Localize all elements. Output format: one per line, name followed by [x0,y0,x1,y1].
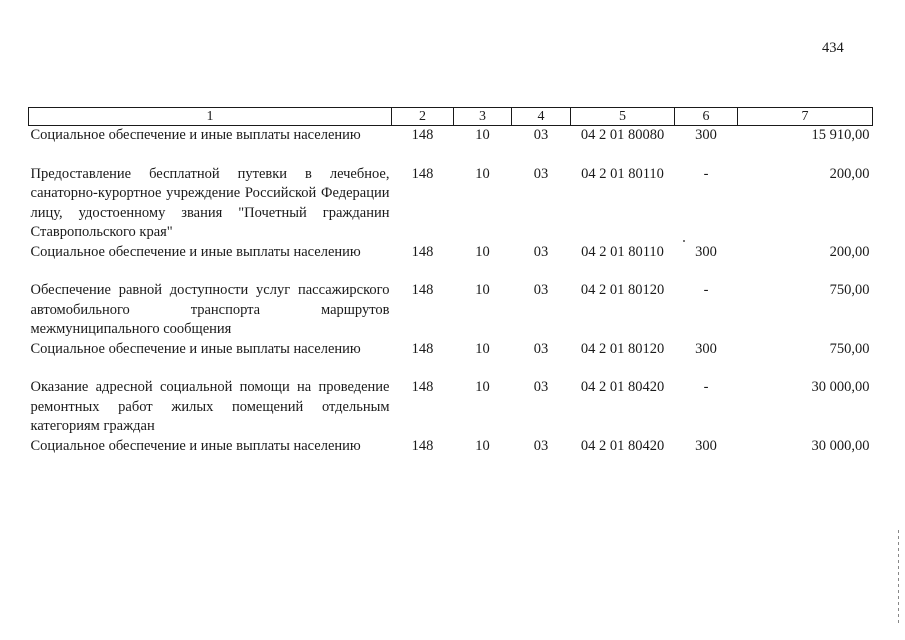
header-col-1: 1 [29,108,392,126]
row-subsection: 03 [533,379,549,395]
row-admin-code: 148 [411,282,434,298]
row-amount: 750,00 [829,340,870,357]
row-subsection: 03 [533,127,549,143]
row-amount: 750,00 [829,282,870,298]
header-col-2: 2 [392,108,454,126]
row-section: 10 [475,127,490,143]
row-name: Оказание адресной социальной помощи на проведение ремонтных работ жилых помещений отдельным категориям граждан [30,379,390,434]
row-admin-code: 148 [411,340,434,357]
table-row [29,281,873,340]
table-row [29,378,873,437]
table-row [29,340,873,360]
row-section: 10 [475,340,490,357]
header-col-4: 4 [512,108,571,126]
row-name: Обеспечение равной доступности услуг пассажирского автомобильного транспорта маршрутов межмуниципального сообщения [30,282,390,337]
row-target-code: 04 2 01 80120 [580,340,665,357]
row-section: 10 [475,282,490,298]
row-expense-type: - [703,379,709,395]
row-spacer [29,146,873,165]
header-col-5: 5 [571,108,675,126]
row-spacer [29,359,873,378]
row-target-code: 04 2 01 80080 [580,127,665,143]
row-target-code: 04 2 01 80110 [581,165,664,182]
row-amount: 200,00 [829,243,870,260]
row-amount: 30 000,00 [811,437,870,454]
table-row [29,437,873,457]
row-name: Социальное обеспечение и иные выплаты населению [30,437,361,454]
row-admin-code: 148 [411,379,434,395]
header-col-7: 7 [738,108,873,126]
budget-table [28,107,873,456]
row-section: 10 [475,165,490,182]
row-section: 10 [475,243,490,260]
row-spacer [29,262,873,281]
row-amount: 200,00 [829,165,870,182]
row-target-code: 04 2 01 80110 [581,243,664,260]
row-expense-type: - [703,165,709,182]
row-expense-type: 300 [695,340,717,357]
scan-edge-artifact [898,530,899,625]
row-name: Социальное обеспечение и иные выплаты населению [30,340,361,357]
row-target-code: 04 2 01 80420 [580,437,665,454]
header-col-6: 6 [675,108,738,126]
row-expense-type: 300 [695,437,717,454]
row-subsection: 03 [533,243,549,260]
row-expense-type: - [703,282,709,298]
row-amount: 30 000,00 [811,379,870,395]
row-subsection: 03 [533,437,549,454]
row-admin-code: 148 [411,127,434,143]
row-expense-type: 300 [695,243,717,260]
table-row [29,126,873,146]
page-number: 434 [822,40,844,56]
table-row [29,165,873,243]
row-subsection: 03 [533,165,549,182]
row-admin-code: 148 [411,437,434,454]
table-row [29,243,873,263]
row-target-code: 04 2 01 80420 [580,379,665,395]
row-admin-code: 148 [411,165,434,182]
row-subsection: 03 [533,340,549,357]
scan-speck [683,240,685,242]
row-target-code: 04 2 01 80120 [580,282,665,298]
row-name: Социальное обеспечение и иные выплаты населению [30,243,361,260]
row-name: Предоставление бесплатной путевки в лечебное, санаторно-курортное учреждение Российской Федерации лицу, удостоенному звания "Почетный гражданин Ставропольского края" [30,165,390,240]
row-admin-code: 148 [411,243,434,260]
header-row [29,108,873,126]
row-section: 10 [475,437,490,454]
row-section: 10 [475,379,490,395]
row-name: Социальное обеспечение и иные выплаты населению [30,127,361,143]
row-amount: 15 910,00 [811,127,870,143]
header-col-3: 3 [454,108,512,126]
row-subsection: 03 [533,282,549,298]
row-expense-type: 300 [695,127,717,143]
